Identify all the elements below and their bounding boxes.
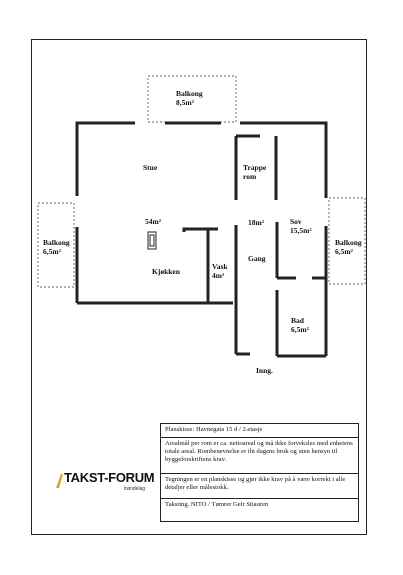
room-trapperom-line2: rom (243, 172, 257, 181)
takst-forum-logo (56, 470, 166, 496)
info-title: Planskisse: Havnegata 15 d / 2.etasje (161, 424, 358, 438)
wall-stue-divider (184, 229, 218, 232)
room-balkong-left-area: 6,5m² (43, 247, 61, 256)
room-balkong-top-name: Balkong (176, 89, 203, 98)
room-trapperom-line1: Trappe (243, 163, 267, 172)
logo-sub: trøndelag (124, 486, 146, 492)
room-vask-area: 4m² (212, 271, 225, 280)
room-balkong-right-area: 6,5m² (335, 247, 353, 256)
room-kjokken: Kjøkken (152, 267, 180, 276)
room-stue: Stue (143, 163, 158, 172)
room-gang: Gang (248, 254, 266, 263)
room-bad-area: 6,5m² (291, 325, 309, 334)
room-balkong-top-area: 8,5m² (176, 98, 194, 107)
logo-name: TAKST-FORUM (64, 470, 155, 485)
area-54: 54m² (145, 217, 161, 226)
info-note-area: Arealmål per rom er ca. nettoareal og må ikke forveksles med enhetens totale areal. Rombenevnelse er iht dagens bruk og uten hensyn til byggeforskriftens krav. (161, 438, 358, 474)
room-sov-area: 15,5m² (290, 226, 312, 235)
area-18: 18m² (248, 218, 264, 227)
info-note-scale: Tegningen er en planskisse og gjør ikke krav på å være korrekt i alle detaljer eller målestokk. (161, 474, 358, 499)
room-bad-name: Bad (291, 316, 304, 325)
wall-west-outer (77, 123, 135, 196)
entrance-label: Inng. (256, 366, 273, 375)
room-vask-name: Vask (212, 262, 228, 271)
wall-north-east (240, 123, 326, 198)
room-balkong-right-name: Balkong (335, 238, 362, 247)
info-box (160, 423, 359, 522)
info-credit: Taksting. NITO / Tømrer Geir Stiauren (165, 501, 269, 508)
room-balkong-left-name: Balkong (43, 238, 70, 247)
room-sov-name: Sov (290, 217, 302, 226)
